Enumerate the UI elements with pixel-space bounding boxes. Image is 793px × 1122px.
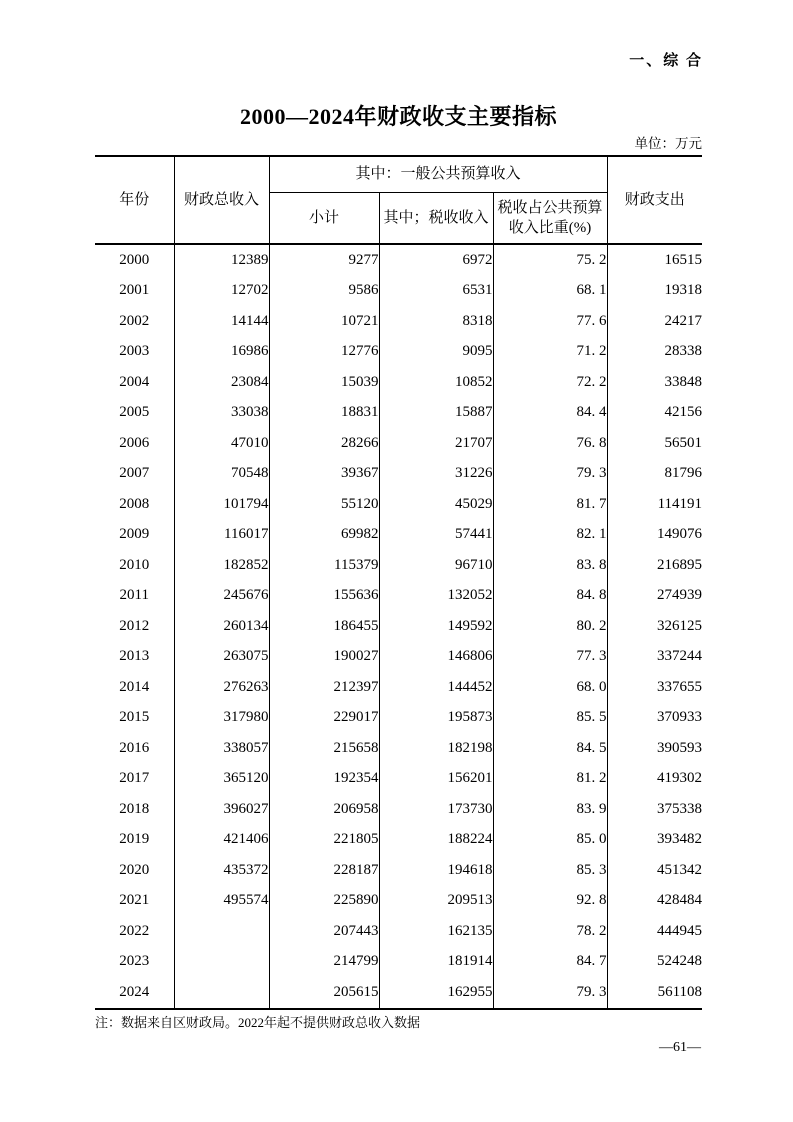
expenditure-cell: 337244	[607, 642, 702, 673]
expenditure-cell: 561108	[607, 977, 702, 1009]
expenditure-cell: 337655	[607, 672, 702, 703]
tax-share-cell: 79. 3	[493, 977, 607, 1009]
table-row	[95, 306, 702, 337]
total-revenue-cell: 47010	[174, 428, 269, 459]
table-row	[95, 855, 702, 886]
table-row	[95, 244, 702, 276]
subtotal-cell: 15039	[269, 367, 379, 398]
tax-share-cell: 81. 7	[493, 489, 607, 520]
subtotal-cell: 190027	[269, 642, 379, 673]
subtotal-cell: 205615	[269, 977, 379, 1009]
tax-revenue-cell: 15887	[379, 398, 493, 429]
fiscal-indicators-table	[95, 155, 702, 1010]
expenditure-cell: 56501	[607, 428, 702, 459]
table-row	[95, 581, 702, 612]
total-revenue-cell: 317980	[174, 703, 269, 734]
header-tax-share: 税收占公共预算收入比重(%)	[493, 193, 607, 245]
tax-revenue-cell: 8318	[379, 306, 493, 337]
year-cell: 2016	[119, 739, 150, 756]
tax-revenue-cell: 45029	[379, 489, 493, 520]
year-cell: 2014	[119, 678, 150, 695]
total-revenue-cell: 14144	[174, 306, 269, 337]
tax-share-cell: 72. 2	[493, 367, 607, 398]
tax-revenue-cell: 181914	[379, 947, 493, 978]
tax-share-cell: 75. 2	[493, 244, 607, 276]
tax-share-cell: 82. 1	[493, 520, 607, 551]
table-header	[95, 156, 702, 244]
expenditure-cell: 451342	[607, 855, 702, 886]
subtotal-cell: 186455	[269, 611, 379, 642]
tax-revenue-cell: 146806	[379, 642, 493, 673]
total-revenue-cell: 396027	[174, 794, 269, 825]
expenditure-cell: 390593	[607, 733, 702, 764]
total-revenue-cell: 116017	[174, 520, 269, 551]
year-cell: 2019	[119, 831, 150, 848]
tax-revenue-cell: 182198	[379, 733, 493, 764]
expenditure-cell: 16515	[607, 244, 702, 276]
subtotal-cell: 9586	[269, 276, 379, 307]
table-row	[95, 520, 702, 551]
total-revenue-cell: 435372	[174, 855, 269, 886]
header-year: 年份	[95, 156, 174, 244]
tax-share-cell: 85. 5	[493, 703, 607, 734]
subtotal-cell: 206958	[269, 794, 379, 825]
tax-share-cell: 76. 8	[493, 428, 607, 459]
subtotal-cell: 28266	[269, 428, 379, 459]
subtotal-cell: 55120	[269, 489, 379, 520]
expenditure-cell: 428484	[607, 886, 702, 917]
tax-share-cell: 84. 5	[493, 733, 607, 764]
year-cell: 2017	[119, 770, 150, 787]
year-cell: 2011	[119, 587, 149, 604]
tax-share-cell: 84. 8	[493, 581, 607, 612]
tax-share-cell: 83. 9	[493, 794, 607, 825]
table-row	[95, 398, 702, 429]
year-cell: 2015	[119, 709, 150, 726]
subtotal-cell: 214799	[269, 947, 379, 978]
tax-revenue-cell: 10852	[379, 367, 493, 398]
table-row	[95, 794, 702, 825]
subtotal-cell: 215658	[269, 733, 379, 764]
expenditure-cell: 370933	[607, 703, 702, 734]
subtotal-cell: 192354	[269, 764, 379, 795]
tax-revenue-cell: 162955	[379, 977, 493, 1009]
year-cell: 2007	[119, 465, 150, 482]
year-cell: 2009	[119, 526, 150, 543]
year-cell: 2008	[119, 495, 150, 512]
year-cell: 2010	[119, 556, 150, 573]
tax-revenue-cell: 173730	[379, 794, 493, 825]
page-title: 2000—2024年财政收支主要指标	[239, 104, 557, 129]
tax-share-cell: 78. 2	[493, 916, 607, 947]
tax-share-cell: 81. 2	[493, 764, 607, 795]
total-revenue-cell: 33038	[174, 398, 269, 429]
expenditure-cell: 28338	[607, 337, 702, 368]
subtotal-cell: 12776	[269, 337, 379, 368]
tax-share-cell: 84. 4	[493, 398, 607, 429]
table-row	[95, 276, 702, 307]
tax-share-cell: 77. 6	[493, 306, 607, 337]
expenditure-cell: 375338	[607, 794, 702, 825]
table-row	[95, 367, 702, 398]
year-cell: 2022	[119, 922, 150, 939]
total-revenue-cell: 421406	[174, 825, 269, 856]
total-revenue-cell	[174, 977, 269, 1009]
table-row	[95, 886, 702, 917]
year-cell: 2013	[119, 648, 150, 665]
expenditure-cell: 216895	[607, 550, 702, 581]
expenditure-cell: 444945	[607, 916, 702, 947]
expenditure-cell: 33848	[607, 367, 702, 398]
header-public-budget-group: 其中：一般公共预算收入	[269, 156, 607, 193]
table-row	[95, 489, 702, 520]
header-expenditure: 财政支出	[607, 156, 702, 244]
tax-revenue-cell: 162135	[379, 916, 493, 947]
year-cell: 2006	[119, 434, 150, 451]
tax-revenue-cell: 209513	[379, 886, 493, 917]
subtotal-cell: 212397	[269, 672, 379, 703]
header-total-revenue: 财政总收入	[174, 156, 269, 244]
year-cell: 2005	[119, 404, 150, 421]
subtotal-cell: 228187	[269, 855, 379, 886]
subtotal-cell: 207443	[269, 916, 379, 947]
table-row	[95, 947, 702, 978]
expenditure-cell: 524248	[607, 947, 702, 978]
tax-share-cell: 83. 8	[493, 550, 607, 581]
tax-revenue-cell: 6531	[379, 276, 493, 307]
tax-revenue-cell: 188224	[379, 825, 493, 856]
footnote: 注：数据来自区财政局。2022年起不提供财政总收入数据	[95, 1015, 421, 1030]
table-row	[95, 642, 702, 673]
tax-revenue-cell: 9095	[379, 337, 493, 368]
tax-revenue-cell: 149592	[379, 611, 493, 642]
tax-revenue-cell: 6972	[379, 244, 493, 276]
tax-share-cell: 85. 3	[493, 855, 607, 886]
table-row	[95, 733, 702, 764]
expenditure-cell: 326125	[607, 611, 702, 642]
total-revenue-cell: 16986	[174, 337, 269, 368]
tax-share-cell: 68. 1	[493, 276, 607, 307]
tax-share-cell: 85. 0	[493, 825, 607, 856]
subtotal-cell: 115379	[269, 550, 379, 581]
year-cell: 2003	[119, 343, 150, 360]
expenditure-cell: 24217	[607, 306, 702, 337]
table-row	[95, 977, 702, 1009]
table-row	[95, 916, 702, 947]
subtotal-cell: 9277	[269, 244, 379, 276]
year-cell: 2004	[119, 373, 150, 390]
expenditure-cell: 81796	[607, 459, 702, 490]
table-row	[95, 428, 702, 459]
tax-revenue-cell: 156201	[379, 764, 493, 795]
total-revenue-cell: 495574	[174, 886, 269, 917]
table-row	[95, 459, 702, 490]
table-row	[95, 672, 702, 703]
table-row	[95, 337, 702, 368]
expenditure-cell: 274939	[607, 581, 702, 612]
tax-revenue-cell: 144452	[379, 672, 493, 703]
year-cell: 2021	[119, 892, 150, 909]
subtotal-cell: 10721	[269, 306, 379, 337]
tax-share-cell: 68. 0	[493, 672, 607, 703]
tax-revenue-cell: 194618	[379, 855, 493, 886]
tax-share-cell: 71. 2	[493, 337, 607, 368]
tax-share-cell: 92. 8	[493, 886, 607, 917]
total-revenue-cell: 276263	[174, 672, 269, 703]
expenditure-cell: 19318	[607, 276, 702, 307]
subtotal-cell: 225890	[269, 886, 379, 917]
table-row	[95, 825, 702, 856]
section-header: 一、综 合	[629, 53, 703, 69]
table-row	[95, 703, 702, 734]
table-row	[95, 611, 702, 642]
table-body	[95, 244, 702, 1009]
subtotal-cell: 39367	[269, 459, 379, 490]
year-cell: 2018	[119, 800, 150, 817]
total-revenue-cell: 182852	[174, 550, 269, 581]
total-revenue-cell: 23084	[174, 367, 269, 398]
total-revenue-cell: 365120	[174, 764, 269, 795]
year-cell: 2002	[119, 312, 150, 329]
tax-share-cell: 79. 3	[493, 459, 607, 490]
unit-label: 单位：万元	[634, 136, 702, 151]
tax-share-cell: 84. 7	[493, 947, 607, 978]
tax-revenue-cell: 21707	[379, 428, 493, 459]
total-revenue-cell: 338057	[174, 733, 269, 764]
subtotal-cell: 221805	[269, 825, 379, 856]
expenditure-cell: 419302	[607, 764, 702, 795]
year-cell: 2023	[119, 953, 150, 970]
tax-revenue-cell: 31226	[379, 459, 493, 490]
subtotal-cell: 69982	[269, 520, 379, 551]
expenditure-cell: 149076	[607, 520, 702, 551]
header-row-1	[95, 156, 702, 193]
total-revenue-cell: 12702	[174, 276, 269, 307]
total-revenue-cell: 260134	[174, 611, 269, 642]
tax-share-cell: 77. 3	[493, 642, 607, 673]
year-cell: 2020	[119, 861, 150, 878]
total-revenue-cell	[174, 916, 269, 947]
tax-revenue-cell: 96710	[379, 550, 493, 581]
total-revenue-cell: 70548	[174, 459, 269, 490]
expenditure-cell: 393482	[607, 825, 702, 856]
header-tax-revenue: 其中；税收收入	[379, 193, 493, 245]
tax-share-cell: 80. 2	[493, 611, 607, 642]
total-revenue-cell: 12389	[174, 244, 269, 276]
year-cell: 2024	[119, 983, 150, 1000]
table-row	[95, 764, 702, 795]
subtotal-cell: 155636	[269, 581, 379, 612]
tax-revenue-cell: 57441	[379, 520, 493, 551]
total-revenue-cell: 245676	[174, 581, 269, 612]
year-cell: 2012	[119, 617, 150, 634]
total-revenue-cell	[174, 947, 269, 978]
expenditure-cell: 114191	[607, 489, 702, 520]
total-revenue-cell: 101794	[174, 489, 269, 520]
expenditure-cell: 42156	[607, 398, 702, 429]
table-row	[95, 550, 702, 581]
header-subtotal: 小计	[269, 193, 379, 245]
year-cell: 2000	[119, 251, 150, 268]
subtotal-cell: 229017	[269, 703, 379, 734]
total-revenue-cell: 263075	[174, 642, 269, 673]
tax-revenue-cell: 195873	[379, 703, 493, 734]
page-number: —61—	[659, 1040, 701, 1055]
year-cell: 2001	[119, 282, 150, 299]
subtotal-cell: 18831	[269, 398, 379, 429]
tax-revenue-cell: 132052	[379, 581, 493, 612]
